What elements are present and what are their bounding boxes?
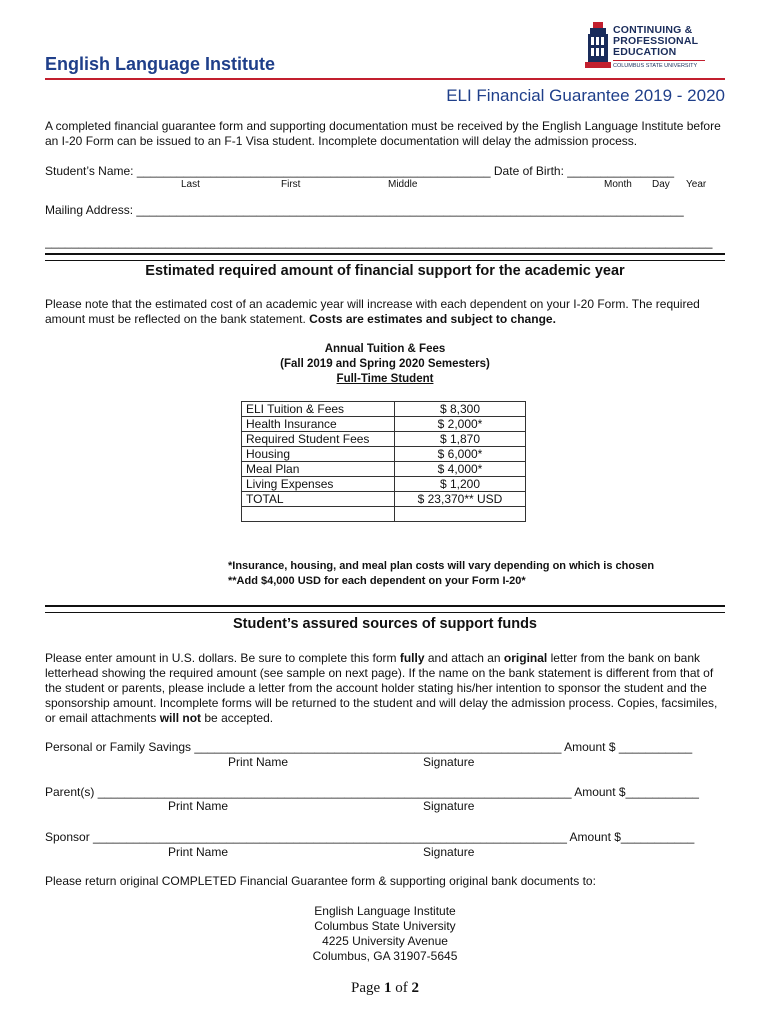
p-part-2: and attach an [424,651,504,665]
sponsor-amount-field[interactable]: Amount $___________ [566,830,695,844]
address-line-2: Columbus State University [314,919,456,933]
sponsor-print-name: Print Name [168,845,229,859]
section1-divider [45,253,725,261]
fees-row [242,447,526,462]
fees-row [242,417,526,432]
mailing-row [45,203,684,218]
empty-cell [395,507,526,522]
section2-paragraph [45,651,730,726]
sub-first: First [281,179,301,190]
fees-row [242,432,526,447]
student-name-row [45,164,674,179]
mailing-label: Mailing Address: [45,203,137,217]
sub-middle: Middle [388,179,418,190]
sponsor-field[interactable]: _______________________________________________________________________ [93,830,567,844]
institute-name: English Language Institute [45,54,276,74]
fees-footnotes [228,559,654,589]
logo-line2: PROFESSIONAL [613,35,699,47]
student-name-field[interactable]: _____________________________________________________ [136,164,491,178]
building-icon [585,22,611,72]
parents-row [45,785,699,800]
fees-table [241,401,526,522]
sponsor-row [45,830,694,845]
page-total: 2 [411,980,419,996]
logo-line3: EDUCATION [613,46,677,58]
cpe-logo [585,22,710,74]
fee-amount: $ 1,870 [395,432,526,447]
logo-line1: CONTINUING & [613,24,693,36]
fee-amount: $ 2,000* [395,417,526,432]
savings-row [45,740,692,755]
p-part-3: letter from the bank on bank letterhead showing the required amount (see sample on next page). If the name on the bank statement is different from that of the student or parents, please include a letter from the account holder stating his/her intention to sponsor the student and the sponsorship amount. Incomplete forms will be returned to the student and will delay the admission process. Copies, facsimiles, or email attachments [45,651,718,725]
fees-table-title [45,342,725,387]
fee-label: TOTAL [242,492,395,507]
page-of: of [391,980,412,996]
p-bold-fully: fully [399,651,425,665]
page-prefix: Page [351,980,384,996]
address-line-3: 4225 University Avenue [322,934,448,948]
sub-day: Day [652,179,670,190]
fee-amount: $ 23,370** USD [395,492,526,507]
document-title: ELI Financial Guarantee 2019 - 2020 [446,86,725,105]
fee-amount: $ 6,000* [395,447,526,462]
fee-label: Meal Plan [242,462,395,477]
p-part-1: Please enter amount in U.S. dollars. Be sure to complete this form [45,651,400,665]
fees-title-2: (Fall 2019 and Spring 2020 Semesters) [280,358,490,370]
section1-note [45,297,730,327]
parents-amount-field[interactable]: Amount $___________ [571,785,699,799]
p-bold-will-not: will not [159,711,202,725]
fee-label: Health Insurance [242,417,395,432]
fee-label: Living Expenses [242,477,395,492]
savings-print-name: Print Name [228,755,289,769]
footnote-1: *Insurance, housing, and meal plan costs will vary depending on which is chosen [228,560,655,572]
fee-amount: $ 4,000* [395,462,526,477]
dob-label: Date of Birth: [493,164,568,178]
parents-signature: Signature [423,799,475,813]
p-bold-original: original [503,651,548,665]
parents-field[interactable]: _______________________________________________________________________ [97,785,572,799]
note-text: Please note that the estimated cost of an academic year will increase with each dependent on your I-20 Form. The required amount must be reflected on the bank statement. [45,297,700,326]
fees-title-3: Full-Time Student [336,373,434,385]
savings-label: Personal or Family Savings [45,740,195,754]
fee-label: Housing [242,447,395,462]
section1-heading: Estimated required amount of financial support for the academic year [145,263,625,279]
sub-last: Last [181,179,200,190]
fee-amount: $ 1,200 [395,477,526,492]
savings-amount-field[interactable]: Amount $ ___________ [561,740,693,754]
section2-heading: Student’s assured sources of support funds [232,616,537,632]
parents-print-name: Print Name [168,799,229,813]
student-name-label: Student’s Name: [45,164,137,178]
intro-paragraph: A completed financial guarantee form and supporting documentation must be received by the English Language Institute before an I-20 Form can be issued to an F-1 Visa student. Incomplete documentation will delay the admission process. [45,119,721,148]
fees-empty-row [242,507,526,522]
parents-label: Parent(s) [45,785,98,799]
fees-row [242,477,526,492]
dob-field[interactable]: ________________ [567,164,675,178]
fee-label: ELI Tuition & Fees [242,402,395,417]
header-divider [45,78,725,80]
sub-month: Month [604,179,632,190]
fee-label: Required Student Fees [242,432,395,447]
fees-row [242,462,526,477]
page-number [45,980,725,997]
sponsor-signature: Signature [423,845,475,859]
empty-cell [242,507,395,522]
return-instructions: Please return original COMPLETED Financial Guarantee form & supporting original bank documents to: [45,874,596,888]
savings-signature: Signature [423,755,475,769]
fees-row [242,492,526,507]
savings-field[interactable]: _______________________________________________________ [194,740,562,754]
sub-year: Year [686,179,707,190]
address-line-1: English Language Institute [314,904,456,918]
note-bold: Costs are estimates and subject to change. [309,312,556,326]
address-line-4: Columbus, GA 31907-5645 [312,949,458,963]
logo-sub: COLUMBUS STATE UNIVERSITY [613,63,698,69]
sponsor-label: Sponsor [45,830,94,844]
fees-title-1: Annual Tuition & Fees [324,343,446,355]
section2-divider [45,605,725,613]
mailing-field-2[interactable]: ____________________________________________________________________________________________________ [45,235,713,249]
footnote-2: **Add $4,000 USD for each dependent on your Form I-20* [228,575,526,587]
mailing-address-block [45,904,725,964]
fee-amount: $ 8,300 [395,402,526,417]
mailing-field[interactable]: __________________________________________________________________________________ [136,203,684,217]
fees-row [242,402,526,417]
p-part-4: be accepted. [201,711,274,725]
page-current: 1 [383,980,392,996]
